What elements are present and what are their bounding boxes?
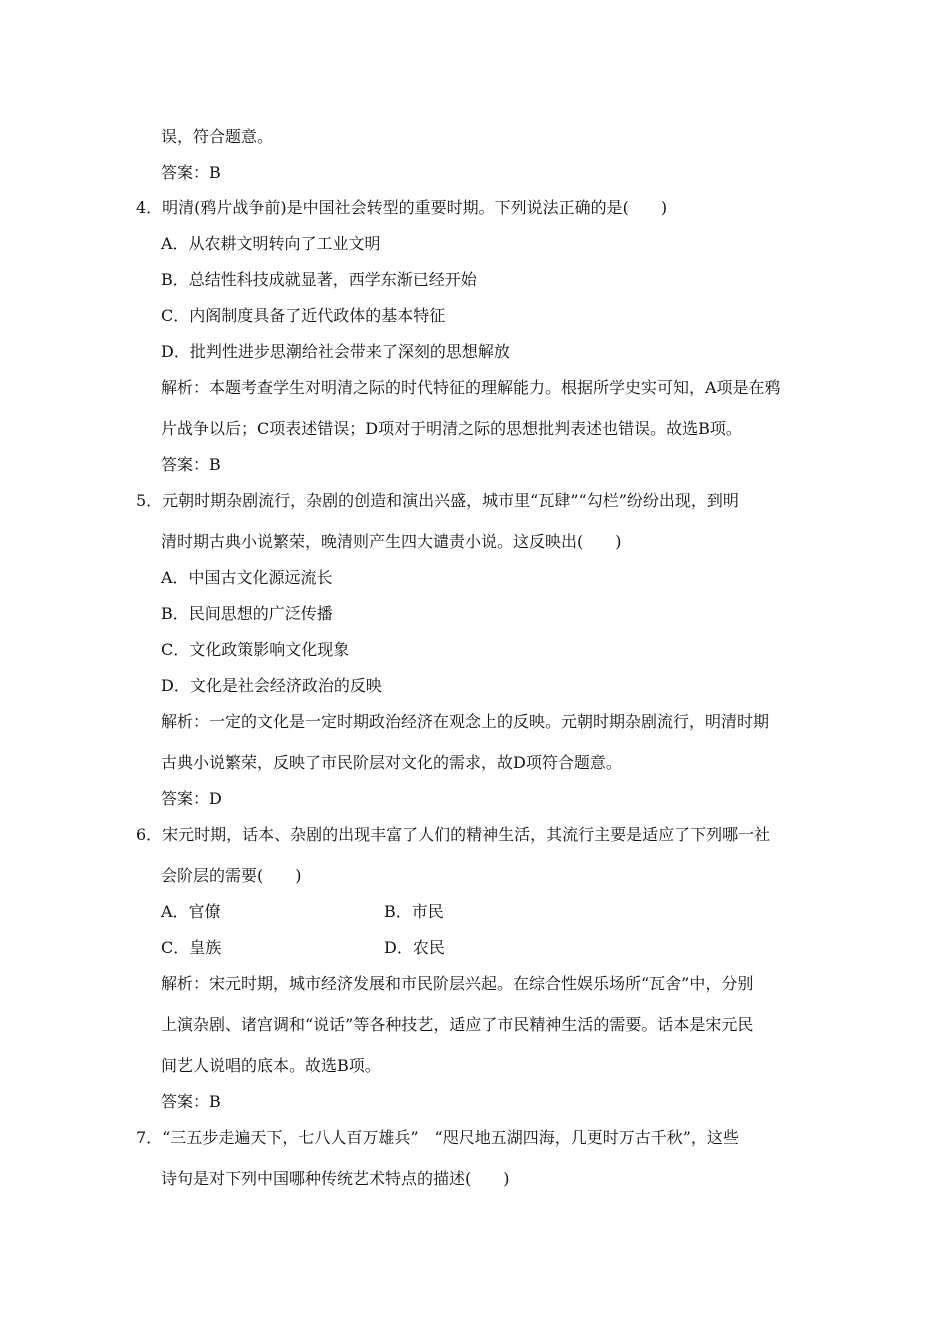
question-4-option-d: D．批判性进步思潮给社会带来了深刻的思想解放 <box>161 342 510 361</box>
question-5-stem: 5．元朝时期杂剧流行，杂剧的创造和演出兴盛，城市里“瓦肆”“勾栏”纷纷出现，到明 <box>136 491 739 510</box>
question-6-analysis-cont-2: 间艺人说唱的底本。故选B项。 <box>161 1056 381 1075</box>
question-4-answer: 答案：B <box>161 455 221 474</box>
question-7-stem-cont: 诗句是对下列中国哪种传统艺术特点的描述( ) <box>161 1169 510 1188</box>
question-4-analysis-cont: 片战争以后；C项表述错误；D项对于明清之际的思想批判表述也错误。故选B项。 <box>161 419 742 438</box>
question-6-analysis-cont-1: 上演杂剧、诸宫调和“说话”等各种技艺，适应了市民精神生活的需要。话本是宋元民 <box>161 1015 754 1034</box>
question-6-option-c: C．皇族 <box>161 938 222 957</box>
question-5-analysis: 解析：一定的文化是一定时期政治经济在观念上的反映。元朝时期杂剧流行，明清时期 <box>161 712 770 731</box>
answer-line: 答案：B <box>161 163 221 182</box>
question-4-stem: 4．明清(鸦片战争前)是中国社会转型的重要时期。下列说法正确的是( ) <box>136 198 668 217</box>
question-4-analysis: 解析：本题考查学生对明清之际的时代特征的理解能力。根据所学史实可知，A项是在鸦 <box>161 378 781 397</box>
question-5-analysis-cont: 古典小说繁荣，反映了市民阶层对文化的需求，故D项符合题意。 <box>161 753 622 772</box>
question-4-option-b: B．总结性科技成就显著，西学东渐已经开始 <box>161 270 477 289</box>
question-5-option-d: D．文化是社会经济政治的反映 <box>161 676 382 695</box>
question-5-stem-cont: 清时期古典小说繁荣，晚清则产生四大谴责小说。这反映出( ) <box>161 532 622 551</box>
question-5-option-c: C．文化政策影响文化现象 <box>161 640 350 659</box>
question-6-option-d: D．农民 <box>384 938 445 957</box>
question-5-answer: 答案：D <box>161 789 222 808</box>
question-4-option-c: C．内阁制度具备了近代政体的基本特征 <box>161 306 446 325</box>
question-6-option-b: B．市民 <box>384 902 444 921</box>
question-6-option-a: A．官僚 <box>161 902 221 921</box>
question-4-option-a: A．从农耕文明转向了工业文明 <box>161 234 381 253</box>
text-line: 误，符合题意。 <box>161 127 274 146</box>
question-6-stem: 6．宋元时期，话本、杂剧的出现丰富了人们的精神生活，其流行主要是适应了下列哪一社 <box>136 825 771 844</box>
question-6-stem-cont: 会阶层的需要( ) <box>161 866 302 885</box>
question-5-option-b: B．民间思想的广泛传播 <box>161 604 333 623</box>
question-5-option-a: A．中国古文化源远流长 <box>161 568 333 587</box>
question-7-stem: 7．“三五步走遍天下，七八人百万雄兵” “咫尺地五湖四海，几更时万古千秋”，这些 <box>136 1128 739 1147</box>
question-6-analysis: 解析：宋元时期，城市经济发展和市民阶层兴起。在综合性娱乐场所“瓦舍”中，分别 <box>161 974 754 993</box>
question-6-answer: 答案：B <box>161 1092 221 1111</box>
